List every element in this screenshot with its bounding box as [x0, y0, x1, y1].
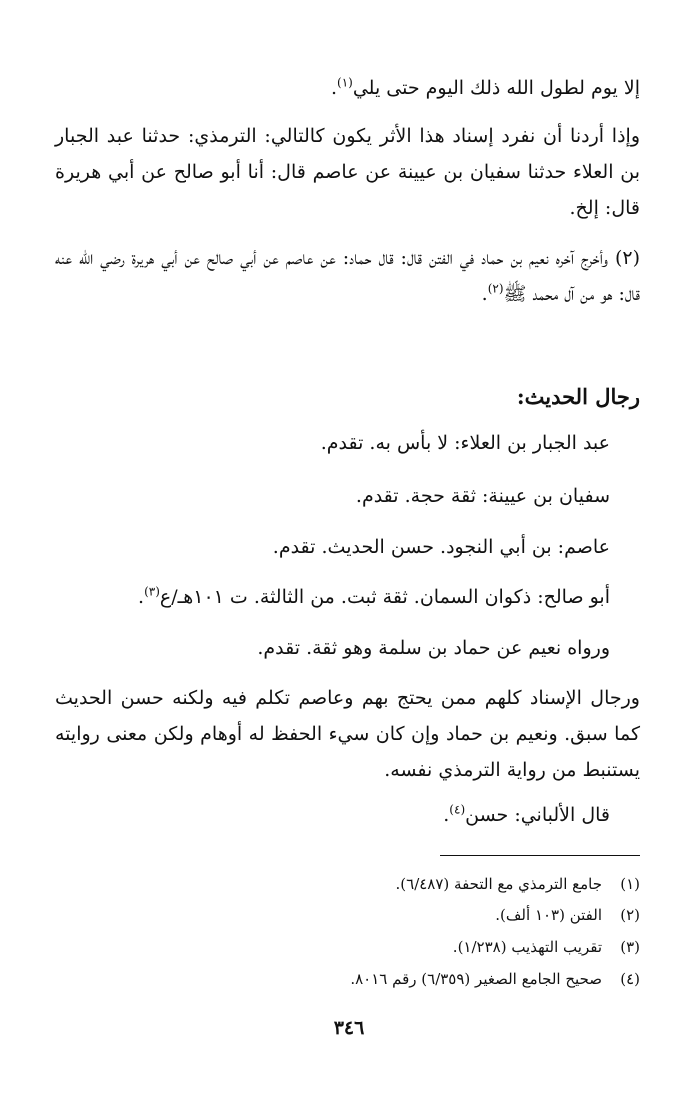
footnote-4-text: صحيح الجامع الصغير (٦/٣٥٩) رقم ٨٠١٦. [350, 970, 602, 988]
footnote-separator [440, 855, 640, 856]
footnote-2 [495, 903, 640, 927]
footnote-2-text: الفتن (١٠٣ ألف). [495, 906, 602, 924]
footnote-1-number: (١) [620, 875, 640, 893]
footnote-ref-2: (٢) [487, 281, 504, 296]
paragraph-1-text: إلا يوم لطول الله ذلك اليوم حتى يلي [352, 77, 640, 99]
footnote-ref-1: (١) [337, 75, 353, 90]
paragraph-2-text: وإذا أردنا أن نفرد إسناد هذا الأثر يكون كالتالي: الترمذي: حدثنا عبد الجبار بن العلاء حدثنا سفيان بن عيينة عن عاصم قال: أنا أبو صالح عن أبي هريرة قال: إلخ. [55, 125, 640, 219]
conclusion-paragraph: ورجال الإسناد كلهم ممن يحتج بهم وعاصم تكلم فيه ولكنه حسن الحديث كما سبق. ونعيم بن حماد وإن كان سيء الحفظ له أوهام ولكن معنى روايته يستنبط من رواية الترمذي نفسه. [55, 687, 640, 781]
paragraph-3: (٢) وأخرج آخره نعيم بن حماد في الفتن قال: قال حماد: عن عاصم عن أبي صالح عن أبي هريرة رضي الله عنه قال: هو من آل محمد ﷺ$^{(٢)}$. [55, 247, 640, 305]
footnote-3 [453, 935, 640, 959]
albani-verdict: قال الألباني: حسن$^{(٤)}$. [443, 802, 610, 826]
footnote-2-number: (٢) [620, 906, 640, 924]
narrator-line-2: سفيان بن عيينة: ثقة حجة. تقدم. [355, 485, 610, 507]
paragraph-2 [55, 118, 640, 226]
footnote-3-text: تقريب التهذيب (١/٢٣٨). [452, 938, 602, 956]
section-heading: رجال الحديث: [516, 384, 640, 409]
paragraph-3-text: (٢) وأخرج آخره نعيم بن حماد في الفتن قال: قال حماد: عن عاصم عن أبي صالح عن أبي هريرة رضي الله عنه قال: هو من آل محمد ﷺ [55, 247, 640, 305]
narrator-line-4: أبو صالح: ذكوان السمان. ثقة ثبت. من الثالثة. ت ١٠١هـ/ع$^{(٣)}$. [138, 584, 610, 608]
footnote-ref-3: (٣) [144, 584, 160, 599]
narrator-line-1: عبد الجبار بن العلاء: لا بأس به. تقدم. [320, 432, 610, 454]
footnote-1 [396, 872, 640, 896]
narrator-line-5: ورواه نعيم عن حماد بن سلمة وهو ثقة. تقدم. [257, 637, 610, 659]
footnote-ref-4: (٤) [449, 802, 466, 817]
paragraph-1: إلا يوم لطول الله ذلك اليوم حتى يلي$^{(١)}$. [330, 75, 640, 99]
footnote-1-text: جامع الترمذي مع التحفة (٦/٤٨٧). [395, 875, 602, 893]
footnote-4-number: (٤) [620, 970, 640, 988]
footnote-3-number: (٣) [620, 938, 640, 956]
narrator-line-3: عاصم: بن أبي النجود. حسن الحديث. تقدم. [272, 536, 610, 558]
narrator-line-4-text: أبو صالح: ذكوان السمان. ثقة ثبت. من الثالثة. ت ١٠١هـ/ع [159, 586, 610, 608]
footnote-4 [350, 967, 640, 991]
page-number: ٣٤٦ [333, 1017, 365, 1039]
albani-verdict-text: قال الألباني: حسن [465, 804, 610, 826]
